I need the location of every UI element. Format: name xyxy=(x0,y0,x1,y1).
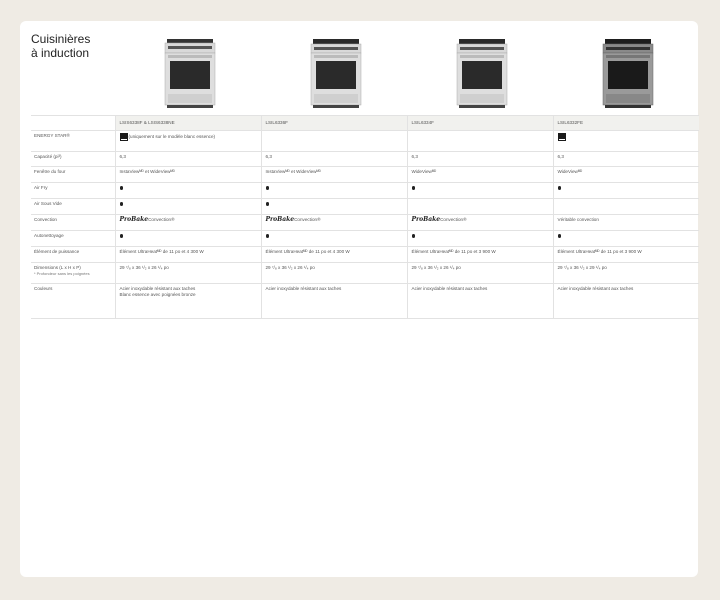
table-row xyxy=(31,167,699,183)
feature-bullet-icon xyxy=(120,202,124,206)
comparison-card xyxy=(20,21,698,577)
table-cell: 6,3 xyxy=(407,152,553,167)
row-label: Convection xyxy=(31,215,115,231)
model-name[interactable]: LSIL6332FE xyxy=(553,116,699,131)
table-cell xyxy=(115,131,261,152)
table-cell xyxy=(115,284,261,319)
row-label: Autonettoyage xyxy=(31,231,115,247)
model-name[interactable]: LSIL6334F xyxy=(407,116,553,131)
energy-star-icon xyxy=(558,133,566,141)
feature-bullet-icon xyxy=(266,234,270,238)
table-cell: InstaViewᴹᴰ et WideViewᴹᴰ xyxy=(261,167,407,183)
feature-bullet-icon xyxy=(558,186,562,190)
feature-bullet-icon xyxy=(558,234,562,238)
table-cell xyxy=(261,215,407,231)
table-cell: 6,3 xyxy=(261,152,407,167)
energy-star-note: (uniquement sur le modèle blanc essence) xyxy=(128,134,216,140)
table-cell: Véritable convection xyxy=(553,215,699,231)
dimensions-note: * Profondeur sans les poignées xyxy=(34,271,90,276)
table-cell: 29 ⁷/₈ x 36 ¹/₂ x 26 ¹/₄ po xyxy=(115,263,261,284)
table-cell xyxy=(115,215,261,231)
row-label: Air Fry xyxy=(31,183,115,199)
table-row xyxy=(31,152,699,167)
feature-bullet-icon xyxy=(266,202,270,206)
table-cell xyxy=(115,199,261,215)
table-cell: 29 ⁷/₈ x 36 ¹/₂ x 26 ¹/₄ po xyxy=(407,263,553,284)
table-row xyxy=(31,247,699,263)
table-cell xyxy=(407,183,553,199)
table-cell xyxy=(261,231,407,247)
table-cell xyxy=(553,131,699,152)
row-label: Air Sous Vide xyxy=(31,199,115,215)
table-cell xyxy=(407,215,553,231)
feature-bullet-icon xyxy=(120,186,124,190)
probake-logo: ProBake xyxy=(119,216,149,223)
table-cell xyxy=(115,231,261,247)
row-label: Couleurs xyxy=(31,284,115,319)
title-line-1: Cuisinières xyxy=(31,32,91,46)
color-option: Blanc essence avec poignées bronze xyxy=(119,292,196,297)
table-cell: Élément UltraHeatᴹᴰ de 11 po et 3 900 W xyxy=(407,247,553,263)
table-cell: 29 ⁷/₈ x 36 ¹/₂ x 29 ¹/₄ po xyxy=(553,263,699,284)
convection-suffix: Convection® xyxy=(440,217,467,222)
probake-logo: ProBake xyxy=(265,216,295,223)
convection-suffix: Convection® xyxy=(148,217,175,222)
table-cell xyxy=(553,231,699,247)
table-cell xyxy=(261,199,407,215)
table-cell xyxy=(407,231,553,247)
row-label xyxy=(31,263,115,284)
model-row xyxy=(31,116,699,131)
page-title xyxy=(31,32,90,60)
row-label: Élément de puissance xyxy=(31,247,115,263)
table-cell: 6,3 xyxy=(115,152,261,167)
table-cell: 29 ⁷/₈ x 36 ¹/₂ x 26 ¹/₄ po xyxy=(261,263,407,284)
table-cell xyxy=(115,183,261,199)
table-cell: Élément UltraHeatᴹᴰ de 11 po et 4 300 W xyxy=(115,247,261,263)
table-row xyxy=(31,284,699,319)
table-cell xyxy=(407,131,553,152)
range-stainless-icon xyxy=(164,39,216,109)
title-line-2: à induction xyxy=(31,46,90,60)
table-cell: Acier inoxydable résistant aux taches xyxy=(553,284,699,319)
table-row xyxy=(31,183,699,199)
range-black-stainless-icon xyxy=(602,39,654,109)
model-name[interactable]: LSIL6336F xyxy=(261,116,407,131)
dimensions-label: Dimensions (L x H x P) xyxy=(34,265,81,270)
table-cell xyxy=(261,131,407,152)
empty-cell xyxy=(31,116,115,131)
table-cell xyxy=(553,199,699,215)
model-name[interactable]: LSIS6338F & LSIS6338NE xyxy=(115,116,261,131)
table-cell xyxy=(553,183,699,199)
feature-bullet-icon xyxy=(412,186,416,190)
row-label: Capacité (pi³) xyxy=(31,152,115,167)
energy-star-icon xyxy=(120,133,128,141)
table-cell: Acier inoxydable résistant aux taches xyxy=(407,284,553,319)
table-cell: Acier inoxydable résistant aux taches xyxy=(261,284,407,319)
convection-suffix: Convection® xyxy=(294,217,321,222)
table-row xyxy=(31,263,699,284)
table-row xyxy=(31,215,699,231)
range-stainless-icon xyxy=(310,39,362,109)
table-cell xyxy=(407,199,553,215)
table-cell: 6,3 xyxy=(553,152,699,167)
color-option: Acier inoxydable résistant aux taches xyxy=(119,286,196,291)
table-cell xyxy=(261,183,407,199)
table-cell: WideViewᴹᴰ xyxy=(553,167,699,183)
table-cell: Élément UltraHeatᴹᴰ de 11 po et 3 900 W xyxy=(553,247,699,263)
feature-bullet-icon xyxy=(412,234,416,238)
row-label: Fenêtre du four xyxy=(31,167,115,183)
feature-bullet-icon xyxy=(266,186,270,190)
table-row xyxy=(31,231,699,247)
probake-logo: ProBake xyxy=(411,216,441,223)
table-cell: InstaViewᴹᴰ et WideViewᴹᴰ xyxy=(115,167,261,183)
row-label: ENERGY STAR® xyxy=(31,131,115,152)
table-row xyxy=(31,199,699,215)
table-cell: Élément UltraHeatᴹᴰ de 11 po et 4 300 W xyxy=(261,247,407,263)
spec-table xyxy=(31,115,699,319)
range-stainless-icon xyxy=(456,39,508,109)
table-cell: WideViewᴹᴰ xyxy=(407,167,553,183)
feature-bullet-icon xyxy=(120,234,124,238)
table-row xyxy=(31,131,699,152)
